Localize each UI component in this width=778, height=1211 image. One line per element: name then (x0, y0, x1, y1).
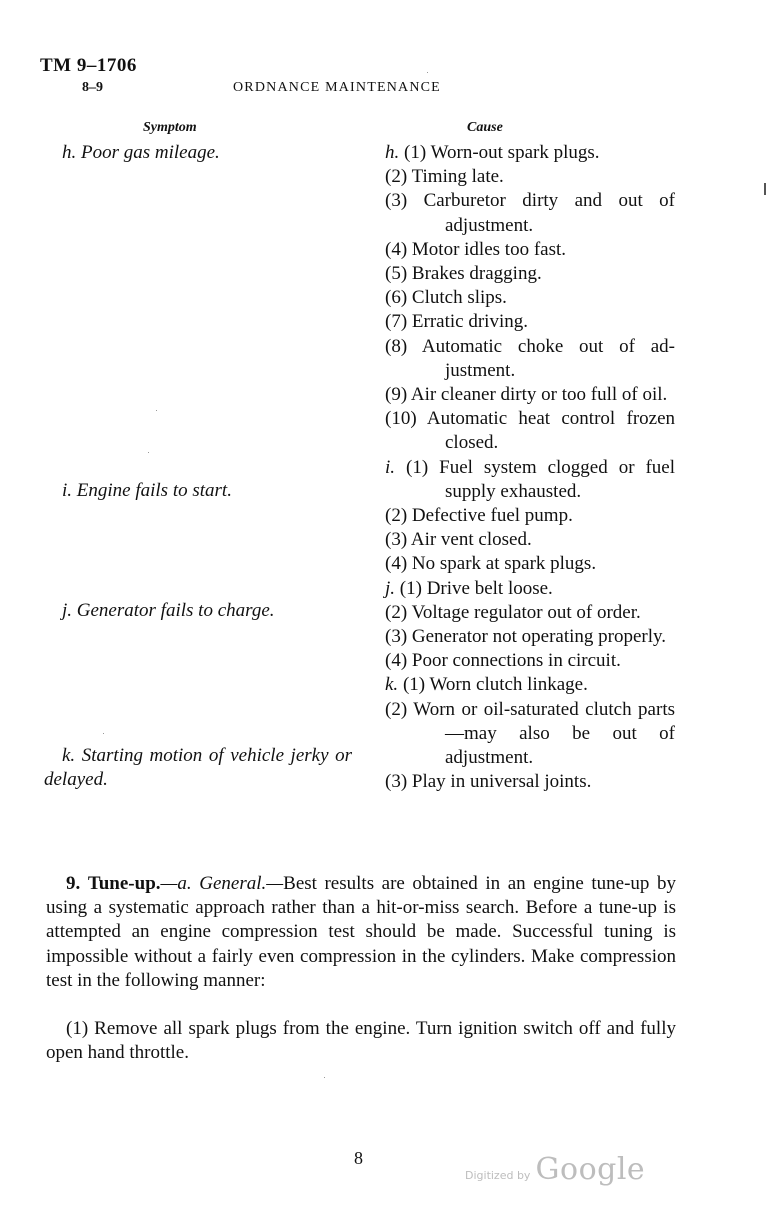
subsection-label: —a. General.— (160, 873, 284, 894)
cause-item (385, 456, 675, 504)
cause-item (385, 238, 675, 262)
cause-item (385, 625, 675, 649)
cause-text: Air cleaner dirty or too full of oil. (410, 384, 668, 406)
cause-number: (1) (399, 577, 422, 599)
symptom-i: i. Engine fails to start. (62, 480, 232, 501)
cause-item (385, 577, 675, 601)
cause-number: (1) (406, 456, 429, 478)
google-watermark (465, 1152, 645, 1187)
watermark-brand: Google (535, 1152, 646, 1187)
scan-edge-mark (764, 183, 766, 195)
cause-number: (3) (385, 190, 408, 212)
section-reference: 8–9 (82, 80, 103, 95)
section-number: 9. (66, 873, 81, 894)
cause-item (385, 528, 675, 552)
scan-speck (103, 733, 104, 734)
cause-text: Worn clutch linkage. (429, 674, 588, 696)
cause-number: (10) (385, 408, 417, 430)
cause-item (385, 601, 675, 625)
cause-text: Play in universal joints. (411, 771, 592, 793)
cause-text: Carburetor dirty and out of adjustment. (423, 190, 675, 236)
cause-heading: Cause (467, 120, 503, 135)
cause-number: (2) (385, 166, 408, 188)
symptom-heading: Symptom (143, 120, 197, 135)
cause-number: (7) (385, 311, 408, 333)
cause-text: Generator not operating properly. (411, 626, 667, 648)
cause-number: (1) (404, 142, 427, 163)
page-number: 8 (354, 1148, 363, 1168)
cause-text: Timing late. (411, 166, 504, 188)
cause-text: Clutch slips. (411, 287, 507, 309)
cause-item (385, 335, 675, 383)
cause-group-letter: k. (385, 674, 403, 696)
cause-item (385, 504, 675, 528)
scan-speck (148, 452, 149, 453)
cause-group-letter: h. (385, 142, 404, 163)
cause-list (385, 141, 675, 794)
cause-text: Worn-out spark plugs. (430, 142, 600, 163)
running-title: ORDNANCE MAINTENANCE (233, 80, 441, 95)
symptom-j: j. Generator fails to charge. (62, 600, 275, 621)
cause-number: (3) (385, 529, 408, 551)
symptom-h: h. Poor gas mileage. (62, 142, 220, 163)
cause-number: (2) (385, 698, 408, 720)
general-paragraph: Best results are obtained in an engine tune-up by using a systematic approach rather than a hit-or-miss search. Before a tune-up is attempted an engine compression test should be made. Successful tuning is impossible without a fairly even compression in the cylinders. Make compression test in the following manner: (46, 873, 676, 991)
cause-item (385, 770, 675, 794)
watermark-small-text: Digitized by (465, 1169, 531, 1182)
symptom-k: k. Starting motion of vehicle jerky or delayed. (44, 745, 352, 790)
cause-item (385, 262, 675, 286)
cause-text: Defective fuel pump. (411, 505, 573, 527)
cause-item (385, 165, 675, 189)
cause-item (385, 698, 675, 771)
cause-number: (4) (385, 238, 408, 260)
cause-number: (2) (385, 601, 408, 623)
cause-text: Automatic heat control frozen closed. (426, 408, 676, 454)
cause-text: Voltage regulator out of order. (411, 601, 641, 623)
cause-number: (4) (385, 553, 408, 575)
cause-text: Erratic driving. (411, 311, 528, 333)
cause-number: (9) (385, 384, 408, 406)
cause-text: Automatic choke out of ad-justment. (421, 335, 676, 381)
cause-number: (2) (385, 505, 408, 527)
cause-item (385, 310, 675, 334)
scan-speck (427, 72, 428, 73)
cause-text: No spark at spark plugs. (411, 553, 597, 575)
section-9-paragraph (46, 872, 676, 993)
cause-number: (3) (385, 771, 408, 793)
cause-text: Worn or oil-saturated clutch parts—may also be out of adjustment. (413, 698, 675, 769)
cause-item (385, 383, 675, 407)
cause-item (385, 189, 675, 237)
cause-item (385, 649, 675, 673)
cause-group-letter: j. (385, 577, 400, 599)
cause-item (385, 286, 675, 310)
cause-text: Drive belt loose. (426, 577, 553, 599)
cause-number: (5) (385, 263, 408, 285)
cause-text: Poor connections in circuit. (411, 650, 621, 672)
cause-item (385, 673, 675, 697)
cause-number: (4) (385, 650, 408, 672)
cause-text: Air vent closed. (410, 529, 532, 551)
cause-number: (8) (385, 335, 408, 357)
cause-item (385, 141, 675, 165)
cause-number: (3) (385, 626, 408, 648)
cause-text: Fuel system clogged or fuel supply exhausted. (439, 456, 676, 502)
section-title: Tune-up. (87, 873, 161, 894)
cause-text: Motor idles too fast. (411, 238, 567, 260)
scan-speck (324, 1077, 325, 1078)
cause-number: (6) (385, 287, 408, 309)
cause-item (385, 407, 675, 455)
cause-text: Brakes dragging. (411, 263, 542, 285)
scan-speck (156, 410, 157, 411)
cause-group-letter: i. (385, 456, 406, 478)
step-1-paragraph: (1) Remove all spark plugs from the engine. Turn ignition switch off and fully open hand throttle. (46, 1018, 676, 1064)
tm-number: TM 9–1706 (40, 55, 137, 76)
cause-number: (1) (402, 674, 426, 696)
cause-item (385, 552, 675, 576)
